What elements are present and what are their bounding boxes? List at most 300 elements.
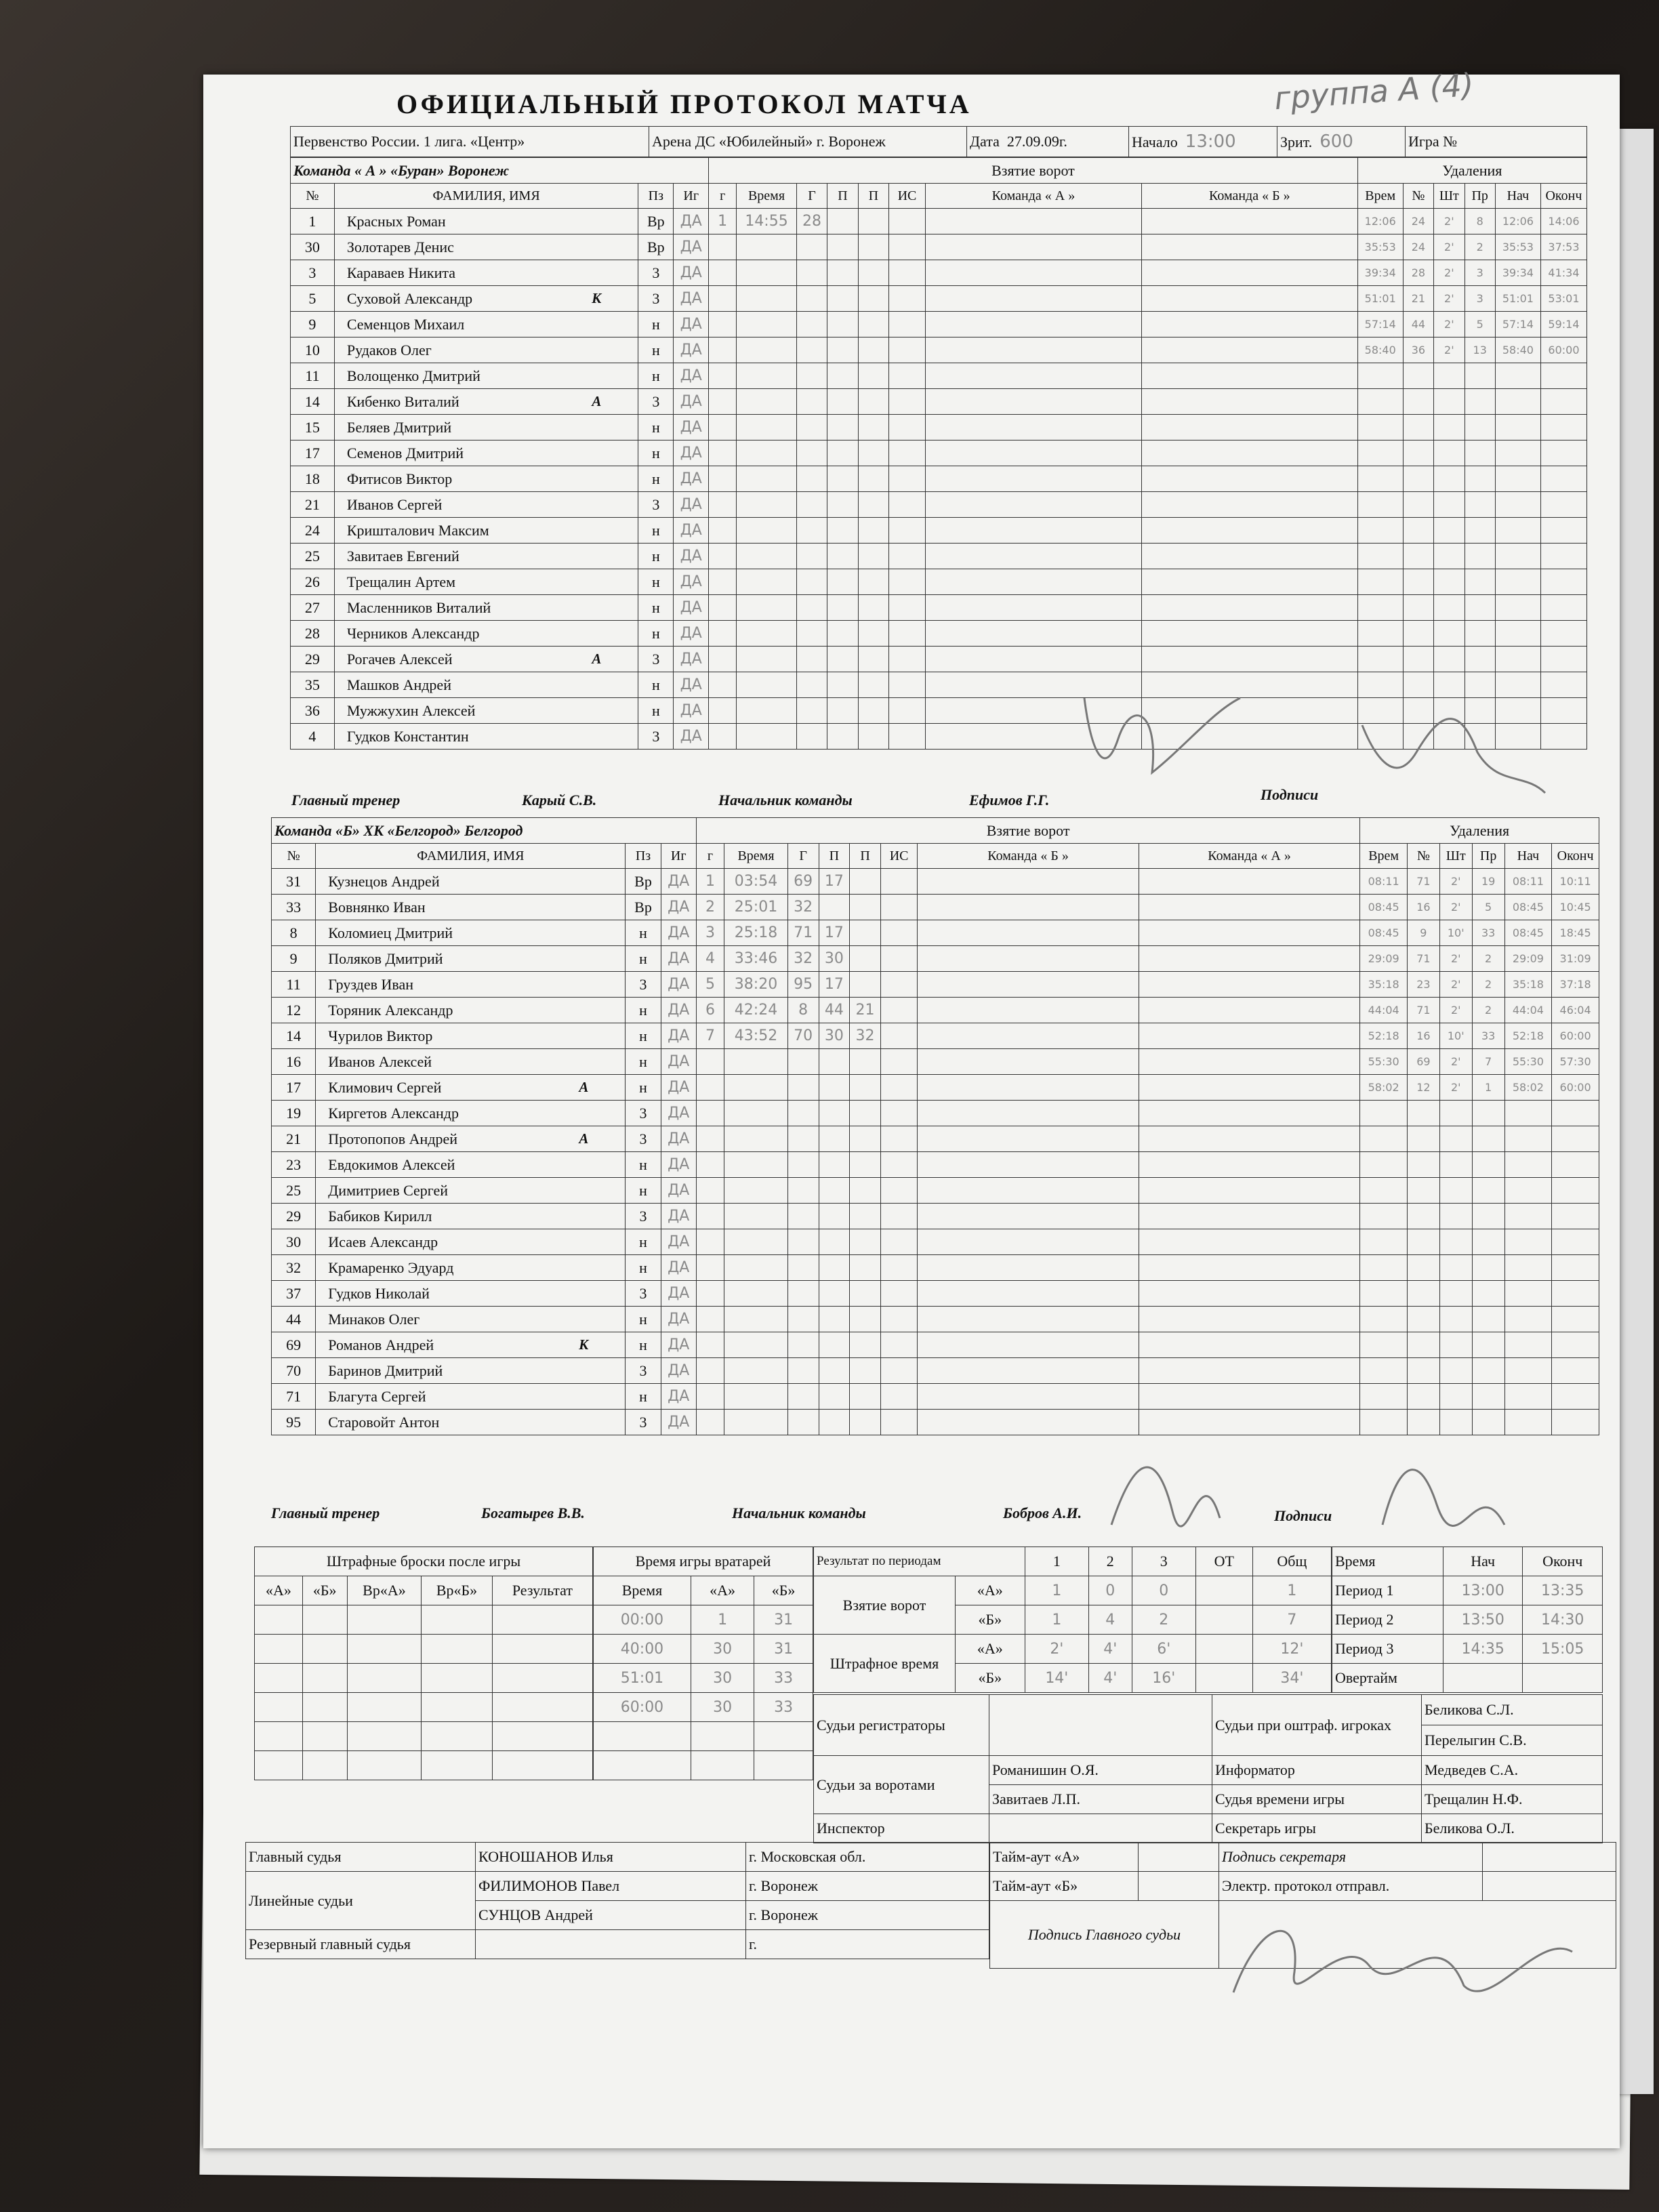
date-value: 27.09.09г. xyxy=(1006,133,1067,150)
penalty-reason xyxy=(1465,363,1495,389)
played-mark: ДА xyxy=(674,698,709,724)
penalty-time xyxy=(1360,1126,1408,1152)
team-opp-cell xyxy=(1141,492,1357,518)
player-name-cell xyxy=(334,621,638,647)
player-role-badge: А xyxy=(579,1078,589,1095)
player-name-cell xyxy=(334,466,638,492)
team-a-goals-title: Взятие ворот xyxy=(709,158,1358,184)
player-row xyxy=(291,337,1587,363)
goal-number xyxy=(709,724,737,750)
penalty-end xyxy=(1552,1332,1599,1358)
penalty-time xyxy=(1357,647,1403,672)
player-name: Бабиков Кирилл xyxy=(328,1207,432,1225)
player-row xyxy=(272,869,1599,895)
goal-situation xyxy=(880,869,917,895)
penalty-minutes xyxy=(1434,441,1465,466)
team-own-cell xyxy=(918,946,1139,972)
player-name-cell xyxy=(316,1384,626,1410)
player-row xyxy=(272,1178,1599,1204)
goalie-a: 30 xyxy=(691,1664,754,1693)
team-opp-cell xyxy=(1139,998,1360,1023)
penalty-end xyxy=(1552,1255,1599,1281)
penalty-player xyxy=(1407,1255,1439,1281)
penalty-player xyxy=(1403,544,1433,569)
goal-assist-1 xyxy=(827,647,858,672)
goal-assist-1: 17 xyxy=(819,869,850,895)
player-name: Караваев Никита xyxy=(346,264,456,281)
lines-label: Линейные судьи xyxy=(246,1872,476,1930)
col-pen-pr: Пр xyxy=(1465,184,1495,209)
goal-number xyxy=(696,1049,724,1075)
player-name: Гудков Константин xyxy=(346,727,469,745)
secretary: Беликова О.Л. xyxy=(1422,1814,1603,1843)
penalty-time: 35:53 xyxy=(1357,234,1403,260)
goal-situation xyxy=(889,621,926,647)
shootout-table xyxy=(254,1547,593,1780)
penalty-start xyxy=(1495,415,1540,441)
penalty-time: 44:04 xyxy=(1360,998,1408,1023)
team-own-cell xyxy=(926,492,1142,518)
player-position: н xyxy=(626,946,661,972)
goal-scorer: 28 xyxy=(796,209,827,234)
goal-scorer xyxy=(787,1307,819,1332)
goalie-col: Время xyxy=(594,1576,691,1605)
spectators-value: 600 xyxy=(1319,131,1353,152)
goal-scorer xyxy=(787,1332,819,1358)
player-name: Рудаков Олег xyxy=(346,341,432,359)
penalty-player xyxy=(1407,1152,1439,1178)
penalty-end xyxy=(1540,595,1586,621)
player-name-cell xyxy=(334,672,638,698)
col-pos: Пз xyxy=(626,844,661,869)
penalty-player xyxy=(1407,1281,1439,1307)
goal-number xyxy=(709,286,737,312)
player-position: н xyxy=(626,1307,661,1332)
goal-number xyxy=(696,1384,724,1410)
player-name: Семенцов Михаил xyxy=(346,315,465,333)
goal-number xyxy=(709,234,737,260)
penalty-time: 35:18 xyxy=(1360,972,1408,998)
goal-scorer: 32 xyxy=(787,895,819,920)
main-ref: КОНОШАНОВ Илья xyxy=(476,1843,746,1872)
played-mark: ДА xyxy=(661,946,696,972)
penalty-minutes: 2' xyxy=(1439,998,1472,1023)
goal-scorer xyxy=(796,363,827,389)
goal-situation xyxy=(880,1229,917,1255)
penalty-start xyxy=(1504,1126,1552,1152)
penalty-end xyxy=(1552,1204,1599,1229)
col-team-opp: Команда « А » xyxy=(1139,844,1360,869)
penalty-start: 58:02 xyxy=(1504,1075,1552,1101)
goalie-row xyxy=(594,1664,813,1693)
penalty-time xyxy=(1357,415,1403,441)
arena-label: Арена xyxy=(652,133,692,150)
player-name-cell xyxy=(316,1410,626,1435)
goal-assist-2 xyxy=(850,1204,881,1229)
penalty-reason: 8 xyxy=(1465,209,1495,234)
goal-assist-2 xyxy=(858,234,888,260)
penalty-player xyxy=(1407,1204,1439,1229)
goal-time xyxy=(724,1204,788,1229)
goal-time xyxy=(724,1178,788,1204)
goals-b-p1: 1 xyxy=(1025,1605,1088,1635)
penalty-end: 60:00 xyxy=(1552,1023,1599,1049)
penalty-minutes xyxy=(1439,1358,1472,1384)
player-row xyxy=(272,1358,1599,1384)
period-time-row xyxy=(1332,1635,1603,1664)
line-ref-1: ФИЛИМОНОВ Павел xyxy=(476,1872,746,1901)
goal-scorer xyxy=(796,492,827,518)
goal-assist-1 xyxy=(819,1307,850,1332)
team-b-title: Команда «Б» ХК «Белгород» Белгород xyxy=(272,818,697,844)
player-name-cell xyxy=(316,1307,626,1332)
player-position: 3 xyxy=(626,972,661,998)
player-row xyxy=(291,209,1587,234)
penalty-reason: 5 xyxy=(1472,895,1504,920)
penalty-time xyxy=(1360,1101,1408,1126)
played-mark: ДА xyxy=(674,672,709,698)
played-mark: ДА xyxy=(674,286,709,312)
period-name: Период 3 xyxy=(1332,1635,1443,1664)
goal-time xyxy=(737,363,797,389)
goal-assist-1 xyxy=(827,286,858,312)
team-own-cell xyxy=(918,1101,1139,1126)
player-number: 21 xyxy=(272,1126,316,1152)
penalty-start: 57:14 xyxy=(1495,312,1540,337)
goal-time xyxy=(737,286,797,312)
player-name-cell xyxy=(334,209,638,234)
penalty-minutes xyxy=(1434,595,1465,621)
goal-number xyxy=(709,647,737,672)
player-position: н xyxy=(626,1023,661,1049)
goal-situation xyxy=(889,544,926,569)
player-row xyxy=(272,1307,1599,1332)
goal-assist-1 xyxy=(827,337,858,363)
penalty-reason xyxy=(1465,415,1495,441)
player-row xyxy=(272,895,1599,920)
player-role-badge: К xyxy=(579,1336,589,1353)
penalty-reason: 33 xyxy=(1472,1023,1504,1049)
goal-assist-2 xyxy=(850,1126,881,1152)
period-col: ОТ xyxy=(1195,1547,1252,1576)
goal-assist-1 xyxy=(819,895,850,920)
penalty-end xyxy=(1540,544,1586,569)
team-a-mark: «А» xyxy=(956,1576,1025,1605)
team-opp-cell xyxy=(1139,1229,1360,1255)
player-position: н xyxy=(638,337,674,363)
penalty-player xyxy=(1403,518,1433,544)
penalty-end: 18:45 xyxy=(1552,920,1599,946)
line-ref-2: СУНЦОВ Андрей xyxy=(476,1901,746,1930)
penalty-time: 57:14 xyxy=(1357,312,1403,337)
penalty-start xyxy=(1495,595,1540,621)
player-number: 32 xyxy=(272,1255,316,1281)
goal-time: 42:24 xyxy=(724,998,788,1023)
penalty-end xyxy=(1540,415,1586,441)
team-opp-cell xyxy=(1141,234,1357,260)
team-own-cell xyxy=(926,595,1142,621)
player-name: Баринов Дмитрий xyxy=(328,1361,443,1379)
pen-a-p1: 2' xyxy=(1025,1635,1088,1664)
team-opp-cell xyxy=(1139,1255,1360,1281)
col-g: г xyxy=(696,844,724,869)
goal-situation xyxy=(880,1126,917,1152)
player-name: Климович Сергей xyxy=(328,1078,442,1096)
goalie-col: «Б» xyxy=(754,1576,813,1605)
penalty-start: 29:09 xyxy=(1504,946,1552,972)
player-name: Суховой Александр xyxy=(346,289,473,307)
secretary-sign: Подпись секретаря xyxy=(1219,1843,1483,1872)
penalty-minutes xyxy=(1439,1152,1472,1178)
period-start xyxy=(1443,1664,1523,1693)
goal-assist-1 xyxy=(827,260,858,286)
col-pen-time: Врем xyxy=(1360,844,1408,869)
player-position: н xyxy=(638,672,674,698)
played-mark: ДА xyxy=(674,337,709,363)
times-col: Время xyxy=(1332,1547,1443,1576)
penalty-reason: 2 xyxy=(1472,972,1504,998)
team-own-cell xyxy=(926,544,1142,569)
penalty-start xyxy=(1504,1307,1552,1332)
team-opp-cell xyxy=(1141,518,1357,544)
goalie-row xyxy=(594,1605,813,1635)
col-goal: Г xyxy=(796,184,827,209)
penalty-time: 08:45 xyxy=(1360,920,1408,946)
goal-assist-1 xyxy=(819,1229,850,1255)
team-opp-cell xyxy=(1139,1049,1360,1075)
player-row xyxy=(291,621,1587,647)
penalty-start: 12:06 xyxy=(1495,209,1540,234)
timeout-a: Тайм-аут «А» xyxy=(990,1843,1139,1872)
player-name-cell xyxy=(316,1255,626,1281)
player-name: Торяник Александр xyxy=(328,1001,453,1019)
penalty-player xyxy=(1403,569,1433,595)
penalty-player xyxy=(1407,1101,1439,1126)
player-number: 37 xyxy=(272,1281,316,1307)
player-number: 17 xyxy=(272,1075,316,1101)
col-is: ИС xyxy=(880,844,917,869)
goal-assist-1 xyxy=(827,518,858,544)
penalty-end xyxy=(1552,1281,1599,1307)
penalty-end: 60:00 xyxy=(1540,337,1586,363)
goal-scorer xyxy=(796,647,827,672)
penalty-reason xyxy=(1465,466,1495,492)
team-own-cell xyxy=(926,466,1142,492)
penalty-reason xyxy=(1472,1229,1504,1255)
col-pen-time: Врем xyxy=(1357,184,1403,209)
player-position: н xyxy=(638,441,674,466)
goal-scorer xyxy=(787,1204,819,1229)
goal-assist-1 xyxy=(827,234,858,260)
player-name-cell xyxy=(316,1152,626,1178)
pen-b-p3: 16' xyxy=(1132,1664,1195,1693)
played-mark: ДА xyxy=(661,1332,696,1358)
goal-time xyxy=(724,1281,788,1307)
goal-situation xyxy=(880,1410,917,1435)
penalty-start: 35:18 xyxy=(1504,972,1552,998)
penalty-end xyxy=(1552,1384,1599,1410)
pen-a-ot xyxy=(1195,1635,1252,1664)
penalty-end xyxy=(1552,1229,1599,1255)
team-opp-cell xyxy=(1141,569,1357,595)
penalty-reason xyxy=(1472,1101,1504,1126)
player-name-cell xyxy=(316,1075,626,1101)
col-name: ФАМИЛИЯ, ИМЯ xyxy=(316,844,626,869)
goal-assist-2 xyxy=(858,312,888,337)
penalty-minutes: 2' xyxy=(1434,234,1465,260)
team-opp-cell xyxy=(1139,920,1360,946)
penalty-time xyxy=(1360,1332,1408,1358)
goal-assist-2 xyxy=(858,466,888,492)
goal-assist-2 xyxy=(850,895,881,920)
team-own-cell xyxy=(918,1281,1139,1307)
player-position: Вр xyxy=(638,209,674,234)
goal-situation xyxy=(880,1255,917,1281)
shootout-col: Вр«Б» xyxy=(422,1576,493,1605)
team-opp-cell xyxy=(1139,972,1360,998)
penalty-start: 51:01 xyxy=(1495,286,1540,312)
penalty-end xyxy=(1540,441,1586,466)
penalty-end xyxy=(1540,621,1586,647)
player-role-badge: А xyxy=(592,650,602,667)
penalty-player: 28 xyxy=(1403,260,1433,286)
penalty-time xyxy=(1360,1255,1408,1281)
goal-number: 1 xyxy=(696,869,724,895)
goal-assist-1: 44 xyxy=(819,998,850,1023)
goals-b-ot xyxy=(1195,1605,1252,1635)
goal-scorer xyxy=(796,595,827,621)
goal-scorer xyxy=(796,337,827,363)
penalty-player xyxy=(1407,1307,1439,1332)
team-opp-cell xyxy=(1141,647,1357,672)
penalty-minutes xyxy=(1434,363,1465,389)
player-row xyxy=(291,595,1587,621)
goal-situation xyxy=(880,1332,917,1358)
period-col: Общ xyxy=(1252,1547,1331,1576)
goal-assist-2 xyxy=(858,286,888,312)
team-opp-cell xyxy=(1139,1023,1360,1049)
team-a-pen-title: Удаления xyxy=(1357,158,1586,184)
goal-situation xyxy=(880,1049,917,1075)
goal-scorer xyxy=(787,1410,819,1435)
goalie-col: «А» xyxy=(691,1576,754,1605)
timekeeper: Трещалин Н.Ф. xyxy=(1422,1785,1603,1814)
player-name-cell xyxy=(316,895,626,920)
goal-time xyxy=(737,518,797,544)
goal-situation xyxy=(880,1023,917,1049)
goalie-b: 33 xyxy=(754,1693,813,1722)
penalty-start xyxy=(1504,1332,1552,1358)
goal-scorer xyxy=(787,1049,819,1075)
player-position: 3 xyxy=(638,389,674,415)
penalty-time xyxy=(1360,1178,1408,1204)
penalty-player xyxy=(1403,389,1433,415)
player-name: Золотарев Денис xyxy=(346,238,454,255)
player-number: 10 xyxy=(291,337,335,363)
team-a-signature xyxy=(1078,671,1552,827)
player-name-cell xyxy=(334,415,638,441)
penalty-player: 24 xyxy=(1403,234,1433,260)
goal-assist-2 xyxy=(858,698,888,724)
penalty-start: 58:40 xyxy=(1495,337,1540,363)
goal-number xyxy=(696,1101,724,1126)
shootout-col: «А» xyxy=(255,1576,303,1605)
penalty-player: 12 xyxy=(1407,1075,1439,1101)
played-mark: ДА xyxy=(674,647,709,672)
times-col: Нач xyxy=(1443,1547,1523,1576)
col-assist2: П xyxy=(858,184,888,209)
player-number: 36 xyxy=(291,698,335,724)
goal-time xyxy=(737,312,797,337)
col-team-opp: Команда « Б » xyxy=(1141,184,1357,209)
goal-assist-2 xyxy=(850,972,881,998)
team-own-cell xyxy=(918,1307,1139,1332)
team-own-cell xyxy=(918,1358,1139,1384)
player-number: 28 xyxy=(291,621,335,647)
goal-situation xyxy=(889,209,926,234)
player-row xyxy=(291,415,1587,441)
penalty-reason xyxy=(1465,441,1495,466)
player-position: 3 xyxy=(638,724,674,750)
goal-assist-2 xyxy=(858,544,888,569)
penalty-end: 41:34 xyxy=(1540,260,1586,286)
goal-assist-2 xyxy=(858,492,888,518)
team-opp-cell xyxy=(1139,1075,1360,1101)
goal-number xyxy=(709,518,737,544)
player-row xyxy=(272,1126,1599,1152)
player-number: 31 xyxy=(272,869,316,895)
goal-situation xyxy=(880,1178,917,1204)
goal-number: 5 xyxy=(696,972,724,998)
played-mark: ДА xyxy=(674,363,709,389)
penalty-time xyxy=(1360,1307,1408,1332)
goal-assist-2 xyxy=(850,1101,881,1126)
period-end: 14:30 xyxy=(1523,1605,1603,1635)
pen-b-p1: 14' xyxy=(1025,1664,1088,1693)
penalty-reason xyxy=(1465,544,1495,569)
penalty-start: 08:45 xyxy=(1504,920,1552,946)
penalty-player xyxy=(1403,466,1433,492)
col-num: № xyxy=(272,844,316,869)
goal-assist-1 xyxy=(819,1178,850,1204)
date-label: Дата xyxy=(970,133,1000,150)
team-a-chief-label: Начальник команды xyxy=(718,792,853,808)
player-row xyxy=(291,234,1587,260)
team-opp-cell xyxy=(1141,544,1357,569)
team-b-mark: «Б» xyxy=(956,1605,1025,1635)
team-b-coach: Богатырев В.В. xyxy=(481,1504,585,1521)
team-own-cell xyxy=(918,1384,1139,1410)
played-mark: ДА xyxy=(661,1255,696,1281)
played-mark: ДА xyxy=(674,441,709,466)
goal-time xyxy=(737,466,797,492)
team-own-cell xyxy=(926,363,1142,389)
goalie-time-title: Время игры вратарей xyxy=(594,1547,813,1576)
penalty-time xyxy=(1357,363,1403,389)
player-position: н xyxy=(638,595,674,621)
team-own-cell xyxy=(918,1332,1139,1358)
player-position: н xyxy=(626,998,661,1023)
penbox-label: Судьи при оштраф. игроках xyxy=(1212,1695,1422,1756)
penalty-player xyxy=(1403,595,1433,621)
goal-number xyxy=(709,441,737,466)
goal-assist-1 xyxy=(819,1255,850,1281)
penalty-time: 12:06 xyxy=(1357,209,1403,234)
team-opp-cell xyxy=(1141,363,1357,389)
penalty-start xyxy=(1504,1204,1552,1229)
col-pos: Пз xyxy=(638,184,674,209)
goal-scorer: 95 xyxy=(787,972,819,998)
